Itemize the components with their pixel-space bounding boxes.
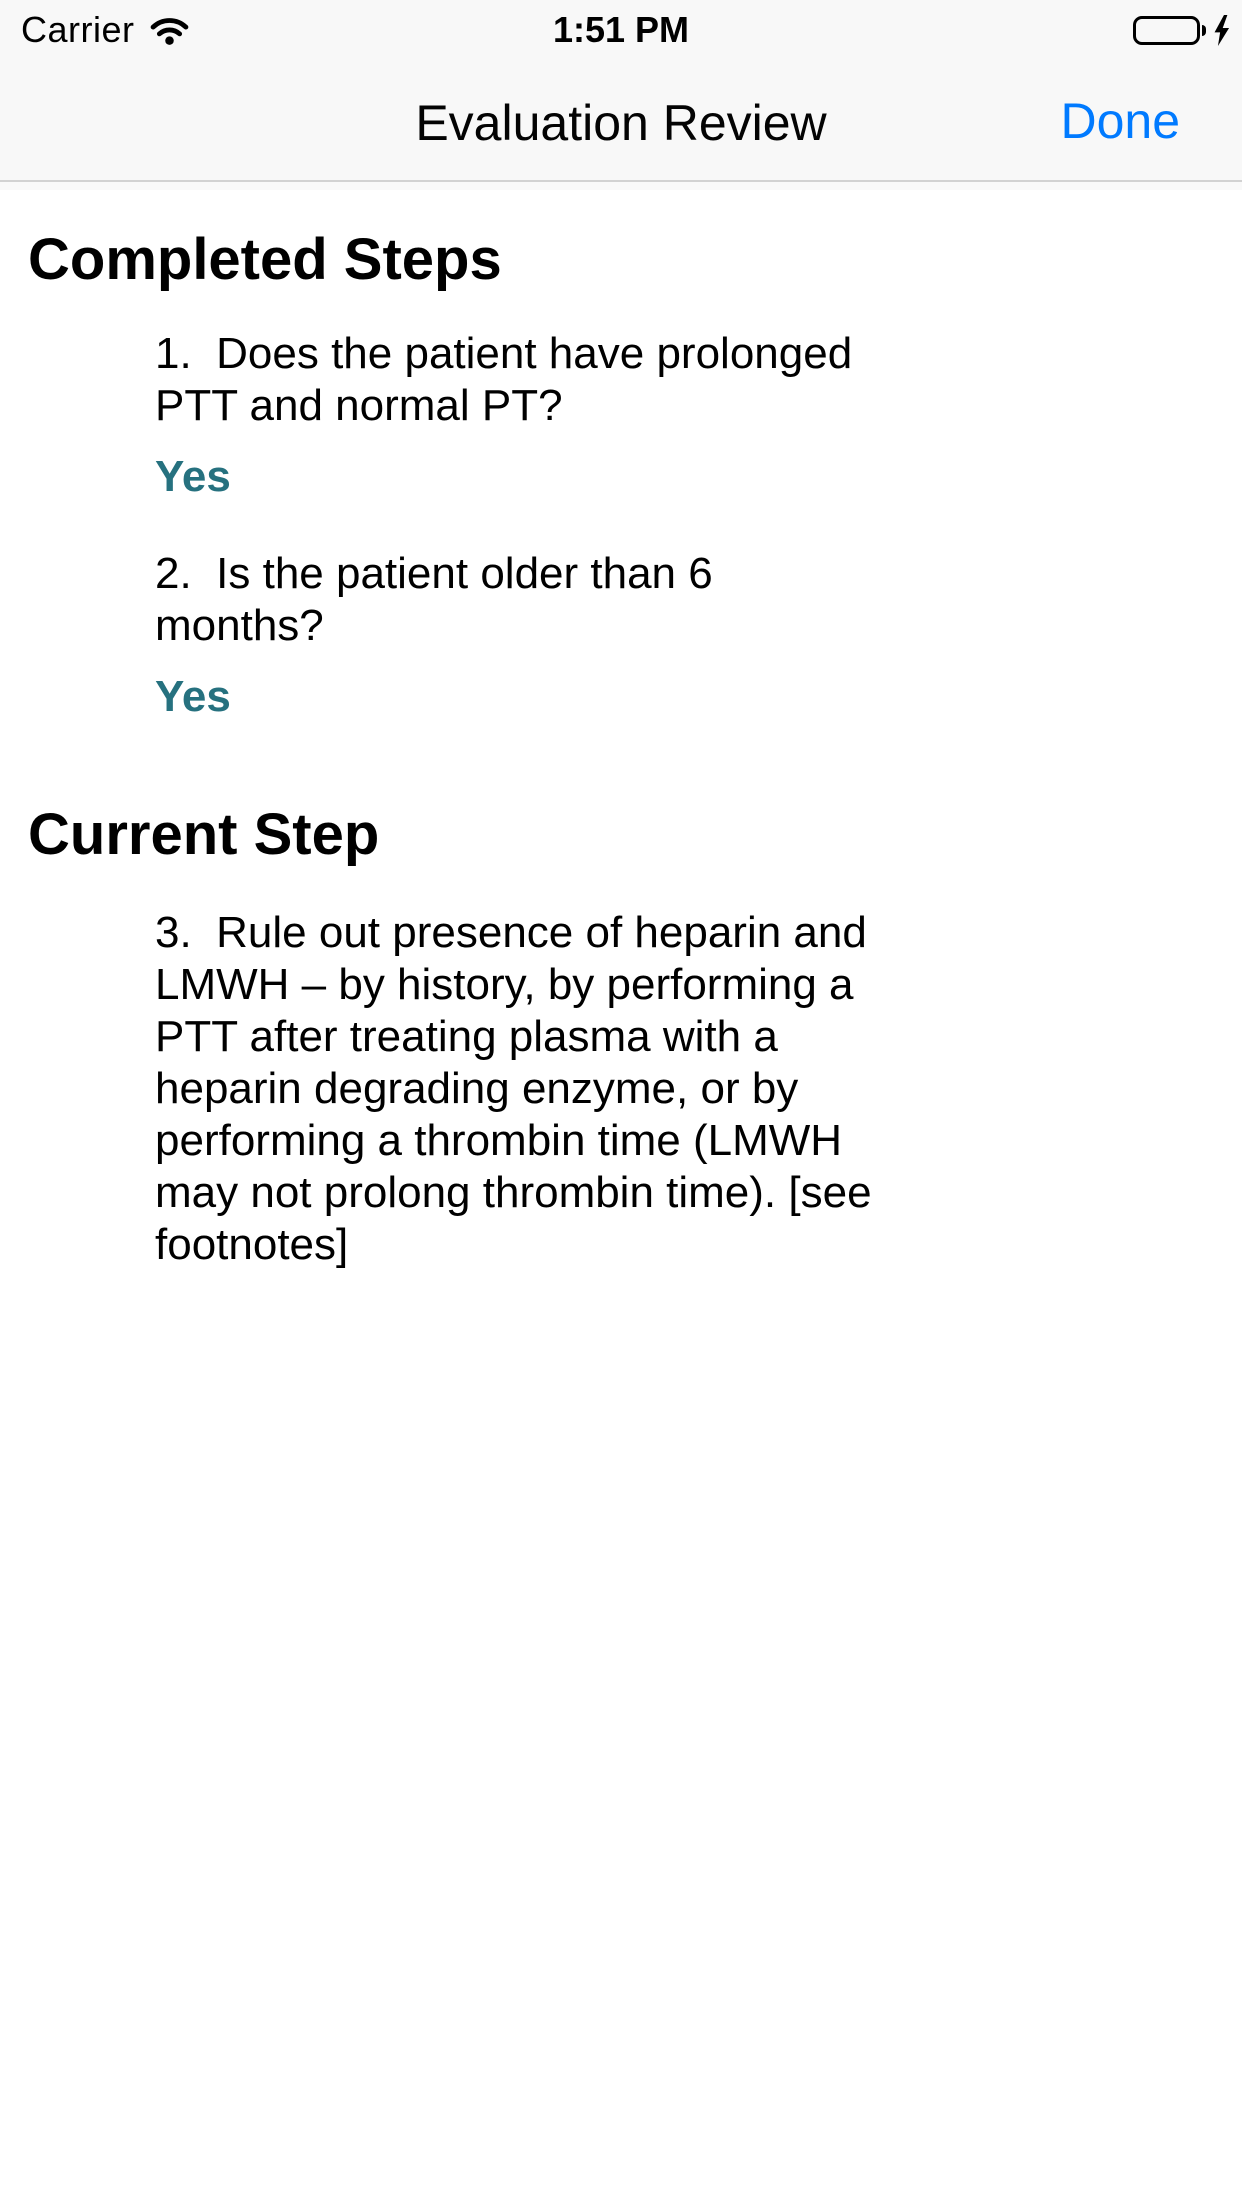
step-1-question: 1. Does the patient have prolonged PTT and normal PT? (155, 329, 865, 430)
status-bar-right (1133, 0, 1230, 60)
nav-bar-underlay (0, 182, 1242, 190)
completed-step-1 (0, 328, 1242, 503)
completed-steps-heading: Completed Steps (28, 227, 502, 292)
status-time: 1:51 PM (552, 9, 690, 50)
current-step-question: 3. Rule out presence of heparin and LMWH – by history, by performing a PTT after treating plasma with a heparin degrading enzyme, or by performing a thrombin time (LMWH may not prolong thrombin time). [see footnotes] (155, 908, 884, 1269)
battery-icon (1133, 16, 1200, 45)
battery-tip (1202, 25, 1206, 36)
carrier-label: Carrier (21, 9, 135, 50)
status-bar (0, 0, 1242, 60)
navigation-bar (0, 60, 1242, 182)
completed-step-2 (0, 548, 1242, 723)
current-step-heading: Current Step (28, 802, 380, 867)
step-1-answer: Yes (155, 452, 231, 501)
charging-bolt-icon (1213, 15, 1230, 46)
step-2-answer: Yes (155, 672, 231, 721)
step-2-question: 2. Is the patient older than 6 months? (155, 549, 725, 650)
nav-title: Evaluation Review (415, 95, 827, 151)
done-button[interactable]: Done (1060, 93, 1180, 149)
content-scroll-area[interactable] (0, 190, 1242, 2208)
